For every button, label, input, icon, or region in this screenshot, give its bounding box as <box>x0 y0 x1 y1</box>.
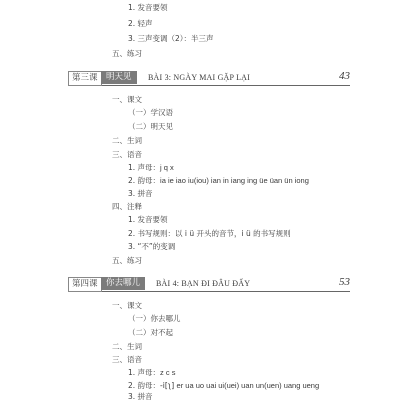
l3-initials-label: 1. 声母： <box>128 163 161 172</box>
l4-section-vocab: 二、生词 <box>112 342 142 351</box>
top-item-3: 3. 三声变调（2）：半三声 <box>128 34 214 43</box>
l4-initials <box>128 368 175 377</box>
l3-pinyin: 3. 拼音 <box>128 189 153 198</box>
lesson-4-label: 第四课 <box>68 277 102 292</box>
l3-initials-value: j q x <box>160 163 174 172</box>
l4-initials-label: 1. 声母： <box>128 368 161 377</box>
lesson-4-title-cn: 你去哪儿 <box>101 277 145 290</box>
l4-finals-label: 2. 韵母： <box>128 381 161 390</box>
l3-section-notes: 四、注释 <box>112 202 142 211</box>
l4-pinyin: 3. 拼音 <box>128 392 153 401</box>
l4-initials-value: z c s <box>160 368 176 377</box>
l3-note-3: 3. “不”的变调 <box>128 242 176 251</box>
l3-finals-value: ia ie iao iu(iou) ian in iang ing üe üan ün iong <box>160 176 309 185</box>
top-item-1: 1. 发音要领 <box>128 3 168 12</box>
l3-section-vocab: 二、生词 <box>112 136 142 145</box>
l3-text-2: （二）明天见 <box>128 122 173 131</box>
l3-section-text: 一、课文 <box>112 95 142 104</box>
lesson-4-page: 53 <box>339 276 350 288</box>
lesson-3-label: 第三课 <box>68 71 102 86</box>
l3-section-phonetics: 三、语音 <box>112 150 142 159</box>
l4-section-phonetics: 三、语音 <box>112 355 142 364</box>
lesson-3-header <box>68 71 350 88</box>
l3-note-1: 1. 发音要领 <box>128 215 168 224</box>
top-item-4: 五、练习 <box>112 49 142 58</box>
lesson-3-title-vi: BÀI 3: NGÀY MAI GẶP LẠI <box>148 73 251 82</box>
l4-text-2: （二）对不起 <box>128 328 173 337</box>
top-item-2: 2. 轻声 <box>128 19 153 28</box>
lesson-3-page: 43 <box>339 70 350 82</box>
header-rule <box>68 85 350 86</box>
l4-finals-apical: -i[ʅ] <box>160 381 175 390</box>
l3-note-2: 2. 书写规则：以 i ü 开头的音节，i ü 的书写规则 <box>128 229 291 238</box>
l3-section-exercises: 五、练习 <box>112 256 142 265</box>
l4-section-text: 一、课文 <box>112 301 142 310</box>
l4-text-1: （一）你去哪儿 <box>128 314 181 323</box>
header-rule <box>68 291 350 292</box>
l4-finals-value: er ua uo uai ui(uei) uan un(uen) uang ueng <box>176 381 320 390</box>
l4-finals <box>128 381 319 390</box>
l3-finals <box>128 176 309 185</box>
lesson-4-title-vi: BÀI 4: BẠN ĐI ĐÂU ĐẤY <box>156 279 251 288</box>
lesson-4-header <box>68 277 350 294</box>
l3-finals-label: 2. 韵母： <box>128 176 161 185</box>
lesson-3-title-cn: 明天见 <box>101 71 137 84</box>
l3-initials <box>128 163 174 172</box>
l3-text-1: （一）学汉语 <box>128 108 173 117</box>
